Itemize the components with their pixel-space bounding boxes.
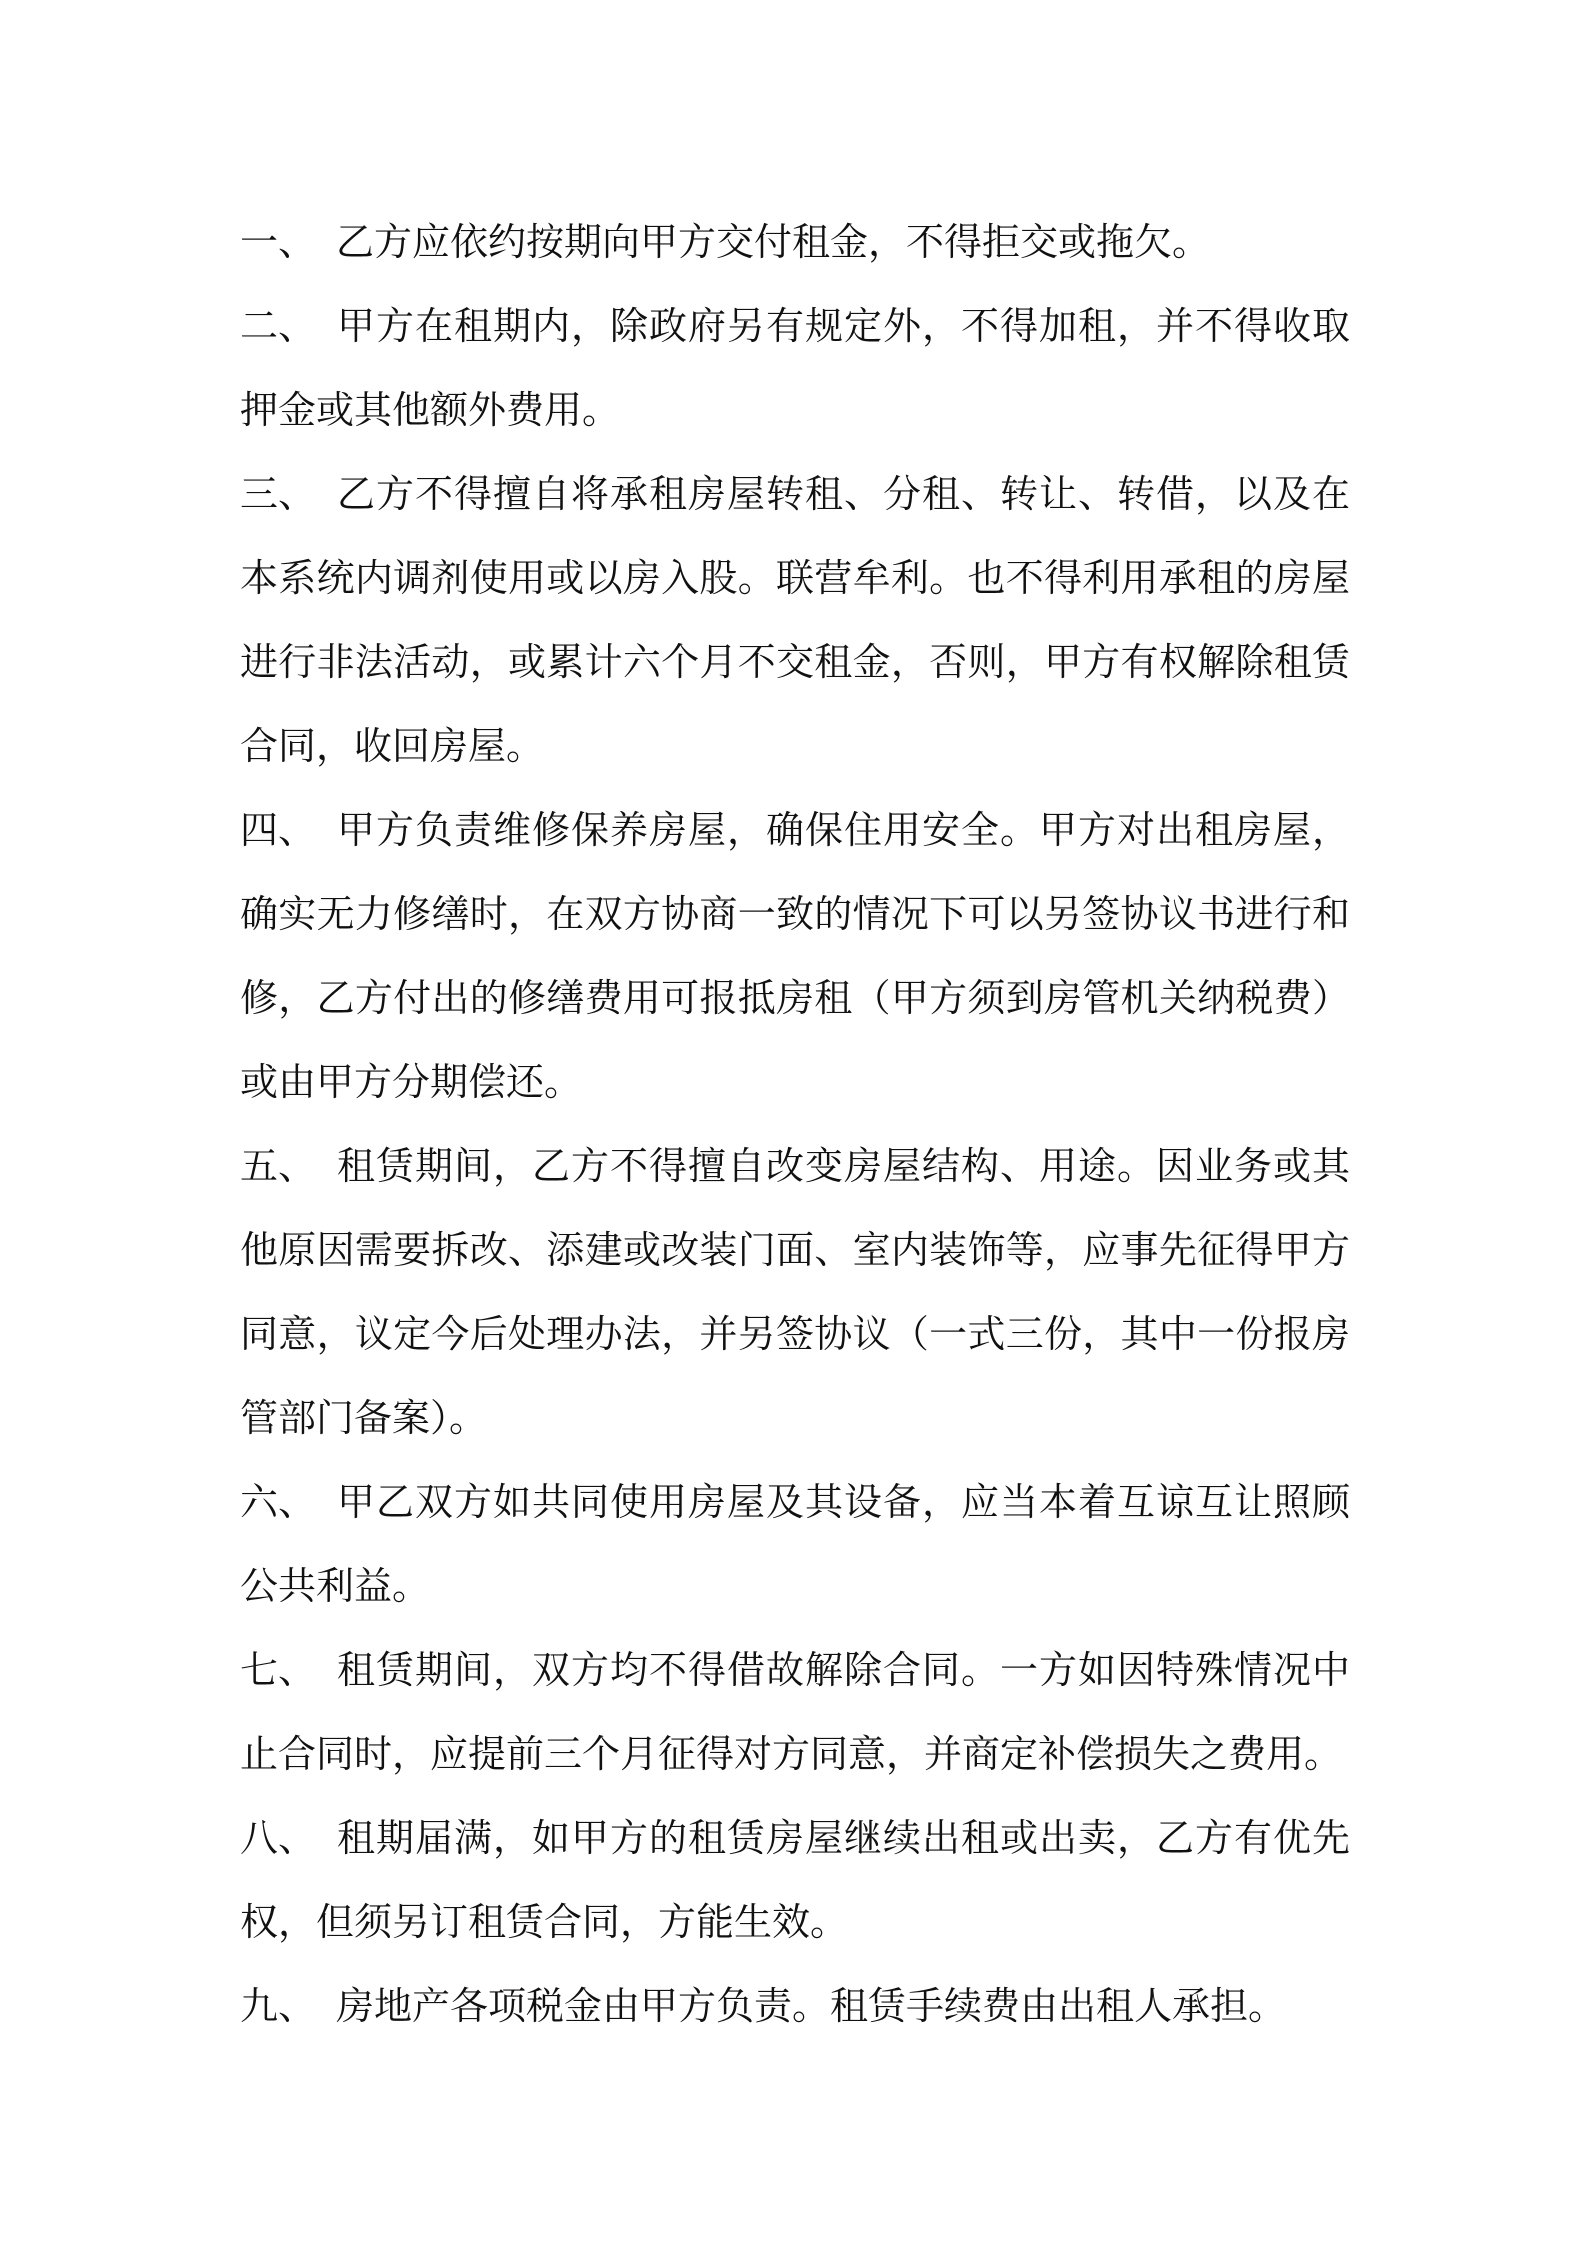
clause-number: 六、	[240, 1480, 317, 1524]
clause-text: 租赁期间，乙方不得擅自改变房屋结构、用途。因业务或其他原因需要拆改、添建或改装门面、室内装饰等，应事先征得甲方同意，议定今后处理办法，并另签协议（一式三份，其中一份报房管部门备案）。	[240, 1144, 1350, 1440]
clause-text: 房地产各项税金由甲方负责。租赁手续费由出租人承担。	[336, 1984, 1287, 2028]
clause-7	[240, 1628, 1350, 1796]
clause-text: 租赁期间，双方均不得借故解除合同。一方如因特殊情况中止合同时，应提前三个月征得对方同意，并商定补偿损失之费用。	[240, 1648, 1350, 1776]
clause-2	[240, 284, 1350, 452]
clause-text: 乙方不得擅自将承租房屋转租、分租、转让、转借，以及在本系统内调剂使用或以房入股。联营牟利。也不得利用承租的房屋进行非法活动，或累计六个月不交租金，否则，甲方有权解除租赁合同，收回房屋。	[240, 472, 1350, 768]
clause-4	[240, 788, 1350, 1124]
clause-number: 二、	[240, 304, 317, 348]
contract-clauses	[240, 200, 1350, 2048]
clause-9	[240, 1964, 1350, 2048]
clause-number: 四、	[240, 808, 317, 852]
clause-number: 五、	[240, 1144, 317, 1188]
clause-3	[240, 452, 1350, 788]
clause-number: 七、	[240, 1648, 317, 1692]
clause-text: 甲方在租期内，除政府另有规定外，不得加租，并不得收取押金或其他额外费用。	[240, 304, 1350, 432]
clause-5	[240, 1124, 1350, 1460]
clause-number: 三、	[240, 472, 317, 516]
clause-text: 甲方负责维修保养房屋，确保住用安全。甲方对出租房屋，确实无力修缮时，在双方协商一致的情况下可以另签协议书进行和修，乙方付出的修缮费用可报抵房租（甲方须到房管机关纳税费）或由甲方分期偿还。	[240, 808, 1350, 1104]
clause-8	[240, 1796, 1350, 1964]
clause-number: 九、	[240, 1984, 317, 2028]
clause-1	[240, 200, 1350, 284]
clause-number: 一、	[240, 220, 317, 264]
clause-text: 甲乙双方如共同使用房屋及其设备，应当本着互谅互让照顾公共利益。	[240, 1480, 1350, 1608]
clause-text: 租期届满，如甲方的租赁房屋继续出租或出卖，乙方有优先权，但须另订租赁合同，方能生效。	[240, 1816, 1350, 1944]
clause-number: 八、	[240, 1816, 317, 1860]
clause-6	[240, 1460, 1350, 1628]
clause-text: 乙方应依约按期向甲方交付租金，不得拒交或拖欠。	[336, 220, 1211, 264]
